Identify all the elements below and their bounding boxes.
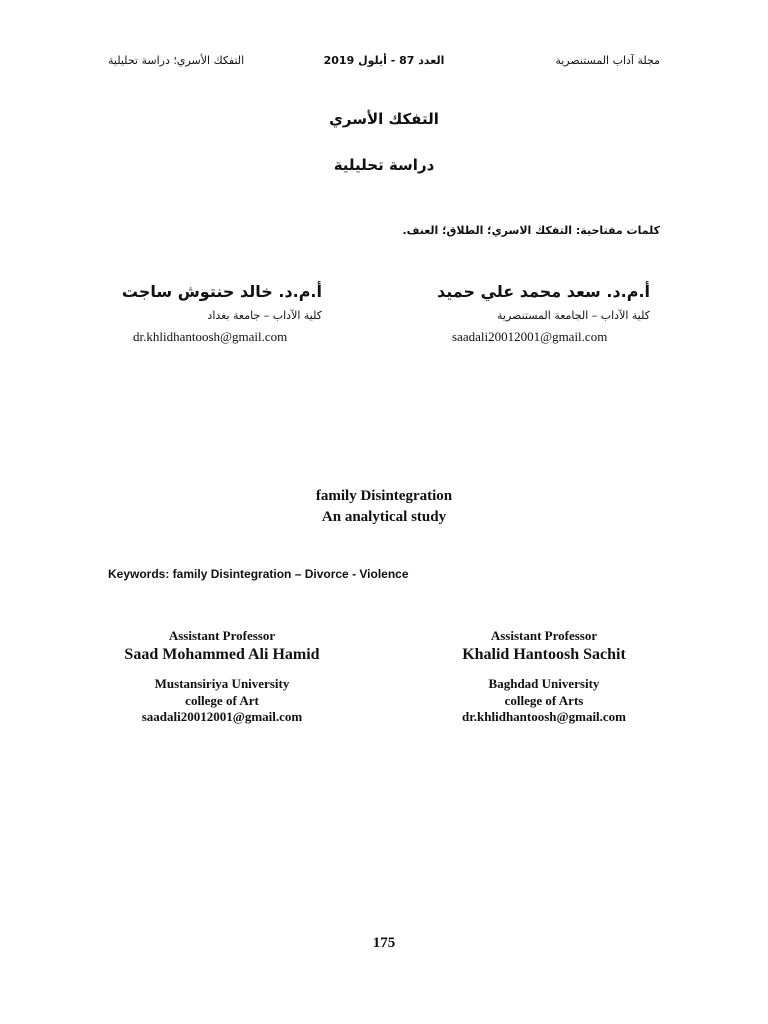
page-number: 175 — [372, 935, 396, 951]
english-author-2-name: Khalid Hantoosh Sachit — [462, 646, 626, 663]
arabic-author-2-affiliation: كلية الآداب – جامعة بغداد — [207, 309, 322, 322]
english-title-line-1: family Disintegration — [315, 488, 453, 504]
english-author-2-university: Baghdad University — [488, 676, 600, 691]
arabic-author-1-email: saadali20012001@gmail.com — [452, 329, 608, 344]
journal-name: مجلة آداب المستنصرية — [555, 54, 660, 67]
issue-info: العدد 87 - أيلول 2019 — [323, 54, 445, 67]
arabic-title: التفكك الأسري — [329, 110, 439, 128]
english-author-1-rank: Assistant Professor — [168, 628, 276, 643]
english-author-1-university: Mustansiriya University — [154, 676, 290, 691]
arabic-author-1-name: أ.م.د. سعد محمد علي حميد — [436, 282, 650, 301]
english-author-1-email: saadali20012001@gmail.com — [141, 709, 303, 724]
english-author-2-email: dr.khlidhantoosh@gmail.com — [461, 709, 627, 724]
english-title-line-2: An analytical study — [321, 509, 447, 525]
arabic-author-2-email: dr.khlidhantoosh@gmail.com — [133, 329, 288, 344]
arabic-subtitle: دراسة تحليلية — [333, 156, 435, 174]
english-author-2-rank: Assistant Professor — [490, 628, 598, 643]
arabic-author-1-affiliation: كلية الآداب – الجامعة المستنصرية — [497, 309, 650, 322]
english-author-1-college: college of Art — [185, 692, 259, 708]
arabic-keywords: كلمات مفتاحية: التفكك الاسري؛ الطلاق؛ العنف. — [402, 224, 660, 237]
arabic-author-2-name: أ.م.د. خالد حنتوش ساجت — [121, 282, 322, 301]
english-author-2-college: college of Arts — [504, 692, 584, 708]
english-keywords: Keywords: family Disintegration – Divorce - Violence — [108, 567, 409, 581]
english-title — [0, 486, 768, 528]
english-author-1 — [108, 628, 336, 726]
running-title: التفكك الأسري؛ دراسة تحليلية — [108, 54, 245, 67]
english-author-1-name: Saad Mohammed Ali Hamid — [124, 646, 320, 663]
english-author-2 — [438, 628, 650, 726]
